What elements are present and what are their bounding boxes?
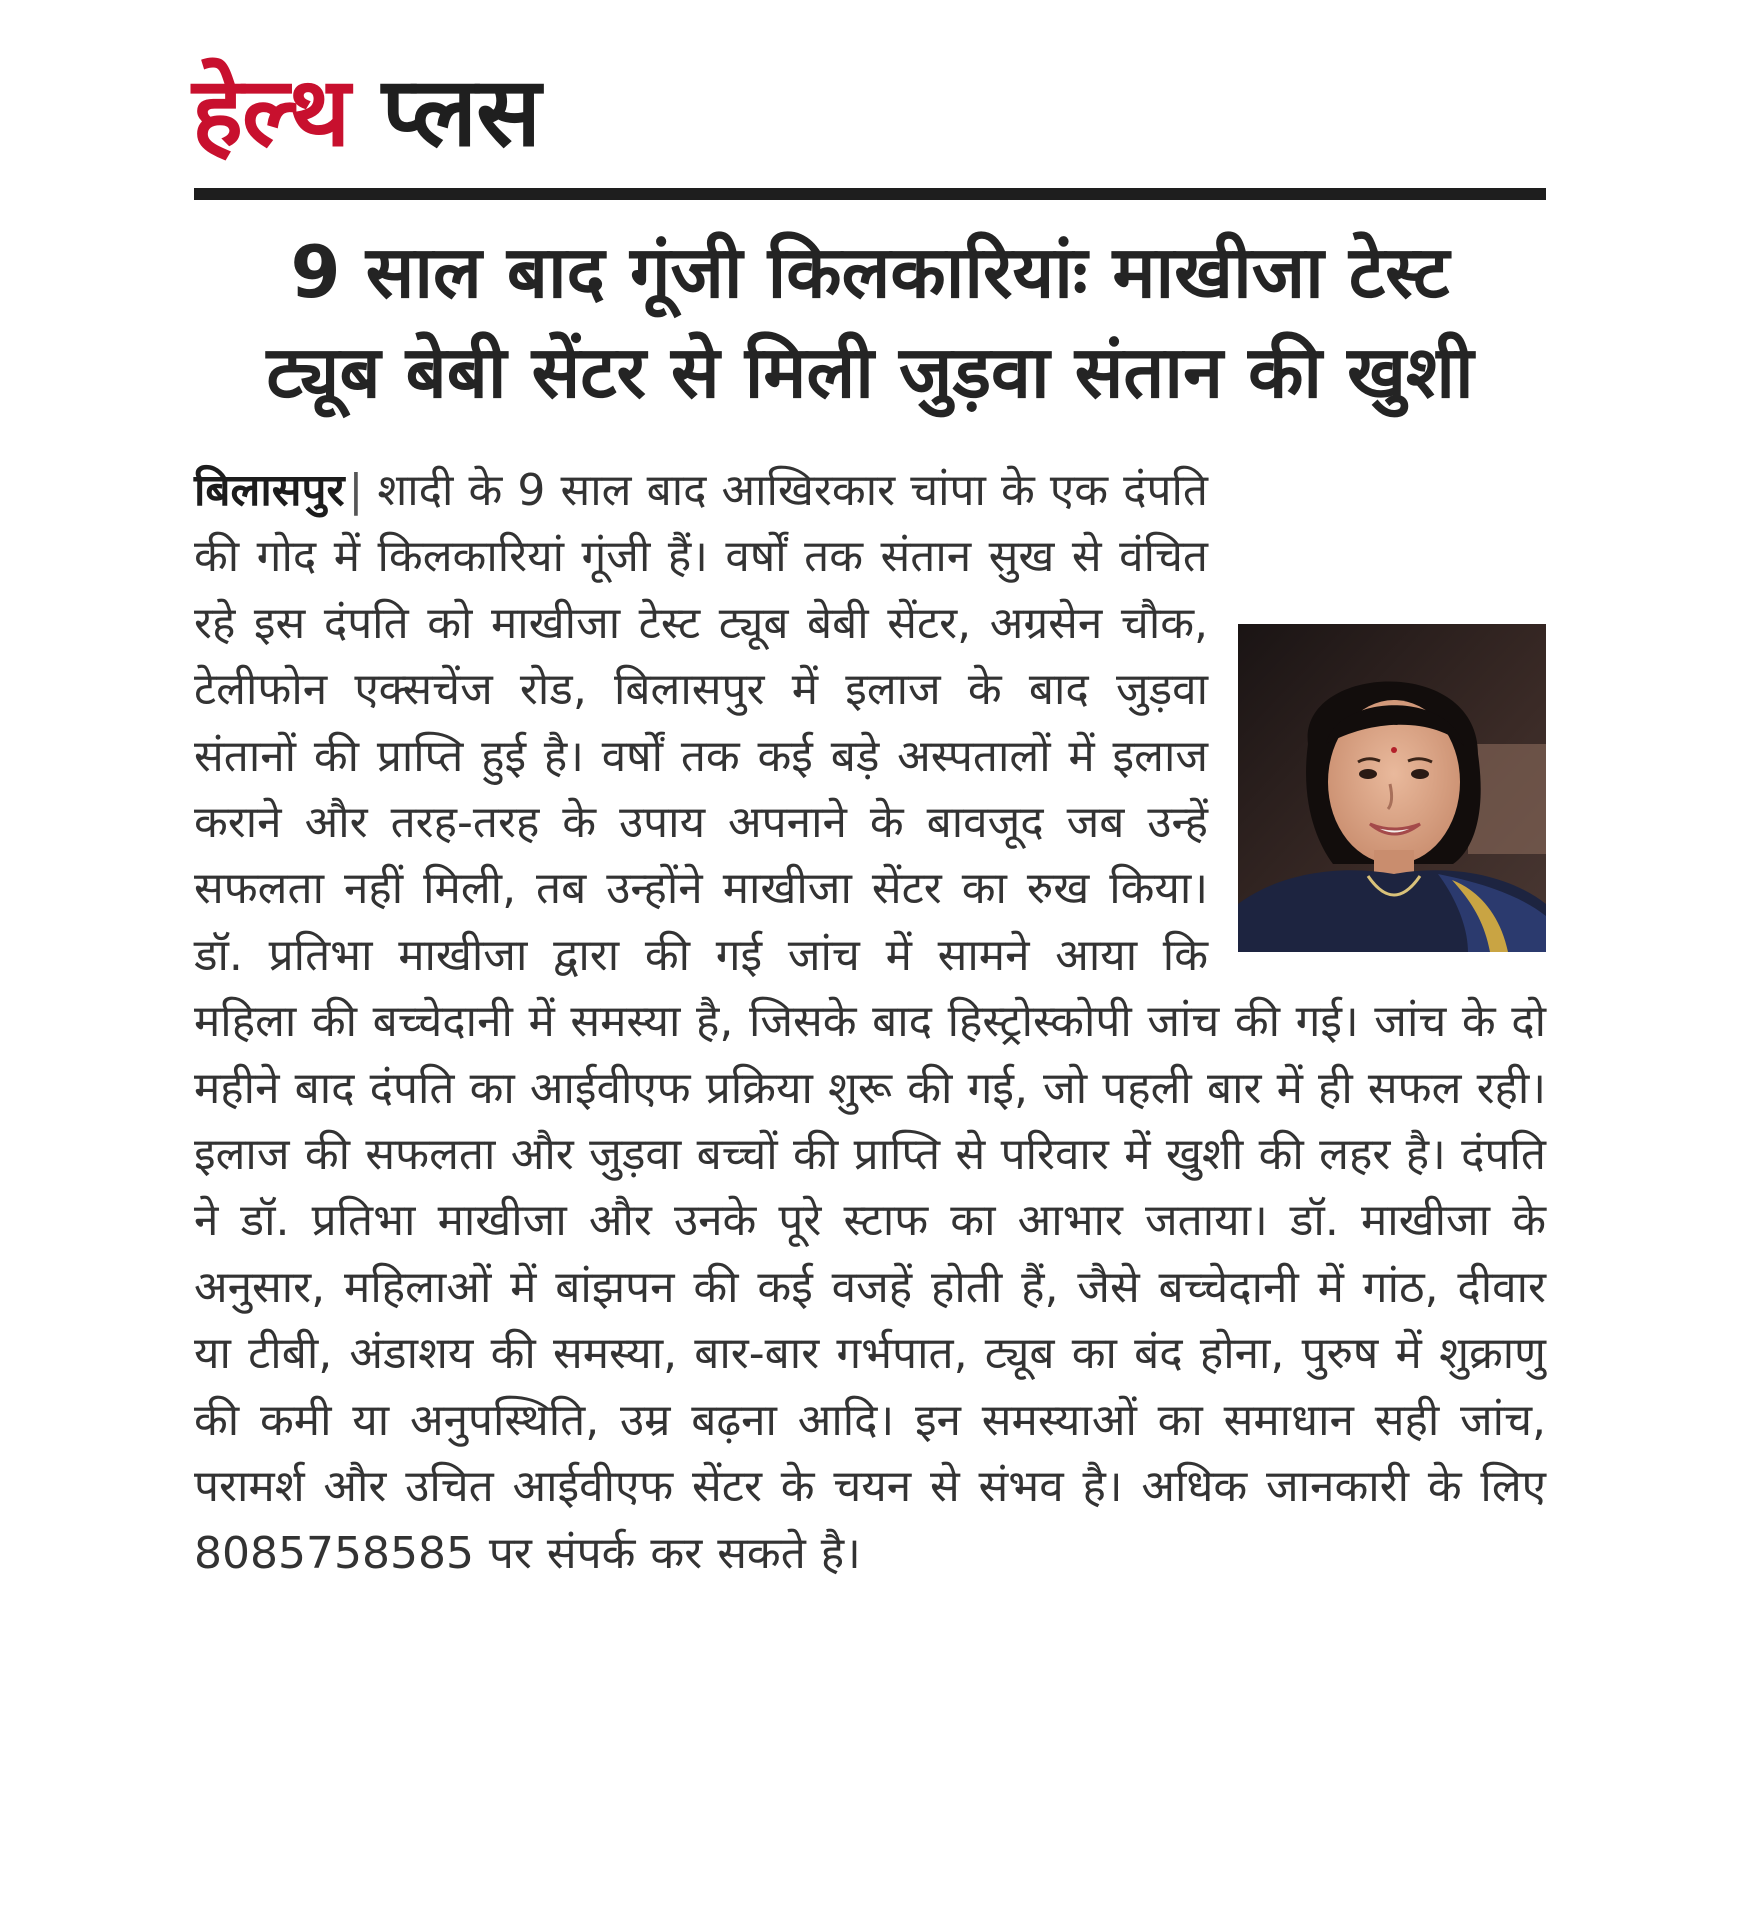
masthead-plus: प्लस	[381, 56, 541, 168]
portrait-photo-icon	[1238, 624, 1546, 952]
portrait-photo	[1238, 624, 1546, 952]
article-headline	[190, 222, 1550, 422]
section-masthead	[192, 52, 540, 172]
masthead-divider	[194, 188, 1546, 200]
article-body-text: शादी के 9 साल बाद आखिरकार चांपा के एक दंपति की गोद में किलकारियां गूंजी हैं। वर्षों तक संतान सुख से वंचित रहे इस दंपति को माखीजा टेस्ट ट्यूब बेबी सेंटर, अग्रसेन चौक, टेलीफोन एक्सचेंज रोड, बिलासपुर में इलाज के बाद जुड़वा संतानों की प्राप्ति हुई है। वर्षों तक कई बड़े अस्पतालों में इलाज कराने और तरह-तरह के उपाय अपनाने के बावजूद जब उन्हें सफलता नहीं मिली, तब उन्होंने माखीजा सेंटर का रुख किया। डॉ. प्रतिभा माखीजा द्वारा की गई जांच में सामने आया कि महिला की बच्चेदानी में समस्या है, जिसके बाद हिस्ट्रोस्कोपी जांच की गई। जांच के दो महीने बाद दंपति का आईवीएफ प्रक्रिया शुरू की गई, जो पहली बार में ही सफल रही। इलाज की सफलता और जुड़वा बच्चों की प्राप्ति से परिवार में खुशी की लहर है। दंपति ने डॉ. प्रतिभा माखीजा और उनके पूरे स्टाफ का आभार जताया। डॉ. माखीजा के अनुसार, महिलाओं में बांझपन की कई वजहें होती हैं, जैसे बच्चेदानी में गांठ, दीवार या टीबी, अंडाशय की समस्या, बार-बार गर्भपात, ट्यूब का बंद होना, पुरुष में शुक्राणु की कमी या अनुपस्थिति, उम्र बढ़ना आदि। इन समस्याओं का समाधान सही जांच, परामर्श और उचित आईवीएफ सेंटर के चयन से संभव है। अधिक जानकारी के लिए 8085758585 पर संपर्क कर सकते है।	[194, 465, 1546, 1579]
article-dateline: बिलासपुर	[194, 465, 345, 516]
headline-line-2: ट्यूब बेबी सेंटर से मिली जुड़वा संतान की खुशी	[266, 330, 1474, 414]
article-body	[194, 458, 1546, 1838]
dateline-separator: |	[348, 465, 364, 516]
headline-line-1: 9 साल बाद गूंजी किलकारियांः माखीजा टेस्ट	[290, 230, 1450, 314]
masthead-health: हेल्थ	[192, 56, 350, 168]
